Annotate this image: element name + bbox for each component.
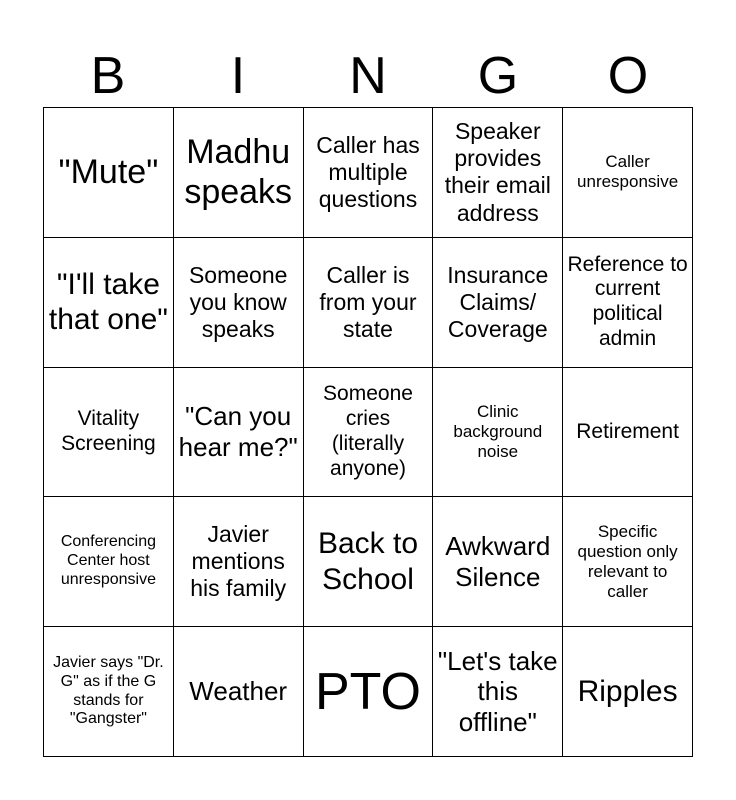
cell-label: Someone you know speaks — [188, 261, 288, 342]
bingo-board — [43, 107, 693, 757]
bingo-cell-r3-c2[interactable] — [174, 368, 304, 498]
cell-label: Caller is from your state — [319, 261, 417, 342]
cell-label: Awkward Silence — [445, 531, 551, 592]
cell-label: "Let's take this offline" — [437, 645, 558, 737]
bingo-cell-r5-c3[interactable] — [304, 627, 434, 757]
cell-label: Specific question only relevant to caller — [577, 521, 678, 601]
bingo-cell-r2-c1[interactable] — [44, 238, 174, 368]
cell-label: Vitality Screening — [61, 407, 156, 455]
cell-label: Madhu speaks — [184, 133, 293, 212]
bingo-cell-r3-c3[interactable] — [304, 368, 434, 498]
bingo-cell-r1-c5[interactable] — [563, 108, 693, 238]
cell-label: Back to School — [317, 527, 419, 596]
cell-label: Javier mentions his family — [190, 521, 287, 602]
bingo-cell-r3-c5[interactable] — [563, 368, 693, 498]
bingo-cell-r4-c2[interactable] — [174, 497, 304, 627]
bingo-cell-r2-c4[interactable] — [433, 238, 563, 368]
bingo-cell-r4-c4[interactable] — [433, 497, 563, 627]
bingo-cell-r3-c1[interactable] — [44, 368, 174, 498]
bingo-cell-r5-c5[interactable] — [563, 627, 693, 757]
cell-label: "I'll take that one" — [48, 267, 168, 337]
cell-label: Insurance Claims/ Coverage — [447, 261, 549, 342]
cell-label: Speaker provides their email address — [444, 118, 551, 226]
bingo-cell-r2-c5[interactable] — [563, 238, 693, 368]
cell-label: PTO — [315, 662, 421, 721]
bingo-cell-r1-c4[interactable] — [433, 108, 563, 238]
bingo-cell-r4-c3[interactable] — [304, 497, 434, 627]
bingo-cell-r5-c1[interactable] — [44, 627, 174, 757]
header-letter-b: B — [90, 47, 126, 105]
bingo-cell-r4-c5[interactable] — [563, 497, 693, 627]
cell-label: Caller has multiple questions — [316, 131, 420, 212]
header-letter-g: G — [477, 47, 519, 105]
cell-label: "Can you hear me?" — [178, 401, 298, 462]
cell-label: Javier says "Dr. G" as if the G stands for "Gangster" — [53, 653, 164, 728]
bingo-cell-r5-c2[interactable] — [174, 627, 304, 757]
bingo-cell-r3-c4[interactable] — [433, 368, 563, 498]
bingo-cell-r4-c1[interactable] — [44, 497, 174, 627]
cell-label: Caller unresponsive — [577, 152, 679, 192]
bingo-cell-r2-c2[interactable] — [174, 238, 304, 368]
header-letter-n: N — [349, 47, 387, 105]
bingo-cell-r2-c3[interactable] — [304, 238, 434, 368]
bingo-cell-r1-c2[interactable] — [174, 108, 304, 238]
cell-label: Conferencing Center host unresponsive — [60, 533, 156, 589]
cell-label: Reference to current political admin — [567, 252, 688, 350]
bingo-cell-r5-c4[interactable] — [433, 627, 563, 757]
cell-label: Ripples — [577, 674, 678, 708]
bingo-cell-r1-c3[interactable] — [304, 108, 434, 238]
cell-label: "Mute" — [58, 153, 159, 192]
bingo-header — [43, 44, 693, 108]
cell-label: Retirement — [576, 419, 679, 443]
bingo-cell-r1-c1[interactable] — [44, 108, 174, 238]
cell-label: Someone cries (literally anyone) — [323, 382, 413, 480]
header-letter-i: I — [230, 47, 246, 105]
cell-label: Clinic background noise — [453, 401, 543, 462]
cell-label: Weather — [189, 676, 288, 707]
header-letter-o: O — [607, 47, 649, 105]
